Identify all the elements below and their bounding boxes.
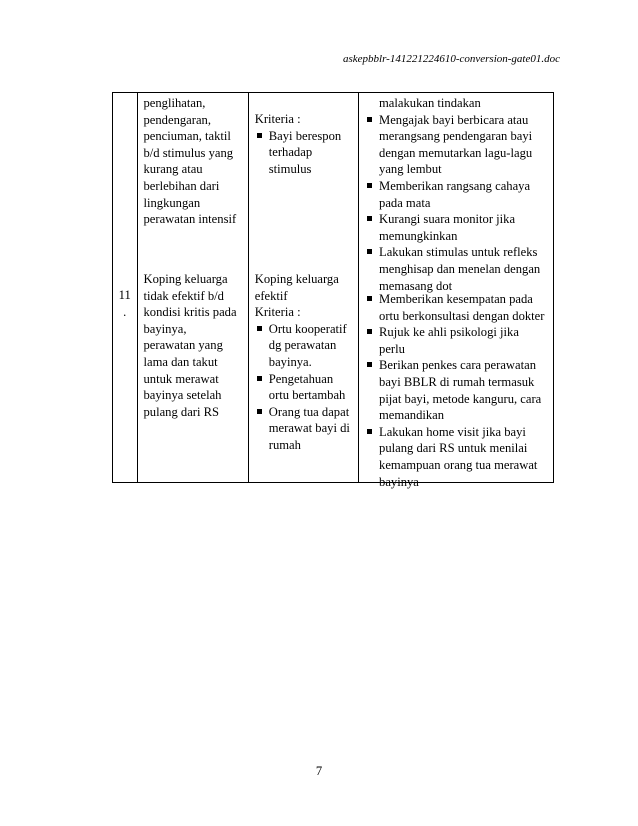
intervention-b-list (365, 291, 551, 490)
intervention-intro: malakukan tindakan (379, 96, 481, 110)
list-item: Rujuk ke ahli psikologi jika perlu (365, 324, 551, 357)
diagnosis-text-b: Koping keluarga tidak efektif b/d kondisi kritis pada bayinya, perawatan yang lama dan takut untuk merawat bayinya setelah pulang dari RS (143, 272, 237, 419)
goal-a-title: Kriteria : (254, 112, 301, 126)
list-item: Ortu kooperatif dg perawatan bayinya. (255, 321, 356, 371)
goal-block-b (255, 271, 356, 454)
list-item: Memberikan rangsang cahaya pada mata (365, 178, 551, 211)
list-item: Mengajak bayi berbicara atau merangsang pendengaran bayi dengan memutarkan lagu-lagu yang lembut (365, 112, 551, 178)
list-item: Orang tua dapat merawat bayi di rumah (255, 404, 356, 454)
list-item: Pengetahuan ortu bertambah (255, 371, 356, 404)
goal-b-title: Koping keluarga efektif Kriteria : (254, 272, 339, 320)
list-item: Kurangi suara monitor jika memungkinkan (365, 211, 551, 244)
row-number: 11 . (118, 288, 131, 319)
list-item: Bayi berespon terhadap stimulus (255, 128, 356, 178)
intervention-cell (359, 93, 554, 489)
nursing-care-table (112, 92, 554, 489)
goal-b-list (255, 321, 356, 454)
row-number-cell (113, 93, 138, 483)
intervention-a-list (365, 112, 551, 295)
diagnosis-cell (137, 93, 248, 483)
page-number: 7 (315, 764, 323, 778)
list-item: Berikan penkes cara perawatan bayi BBLR di rumah termasuk pijat bayi, metode kanguru, cara memandikan (365, 357, 551, 423)
document-filename-header: askepbblr-141221224610-conversion-gate01.doc (343, 53, 560, 65)
goal-a-list (255, 128, 356, 178)
diagnosis-text-a: penglihatan, pendengaran, penciuman, taktil b/d stimulus yang kurang atau berlebihan dari lingkungan perawatan intensif (143, 96, 237, 227)
intervention-block-b (365, 291, 551, 490)
list-item: Lakukan home visit jika bayi pulang dari RS untuk menilai kemampuan orang tua merawat bayinya (365, 424, 551, 490)
goal-criteria-cell (248, 93, 358, 483)
table-row (113, 93, 554, 483)
list-item: Memberikan kesempatan pada ortu berkonsultasi dengan dokter (365, 291, 551, 324)
intervention-block-a (365, 95, 551, 294)
goal-block-a (255, 111, 356, 177)
list-item: Lakukan stimulas untuk refleks menghisap dan menelan dengan memasang dot (365, 244, 551, 294)
